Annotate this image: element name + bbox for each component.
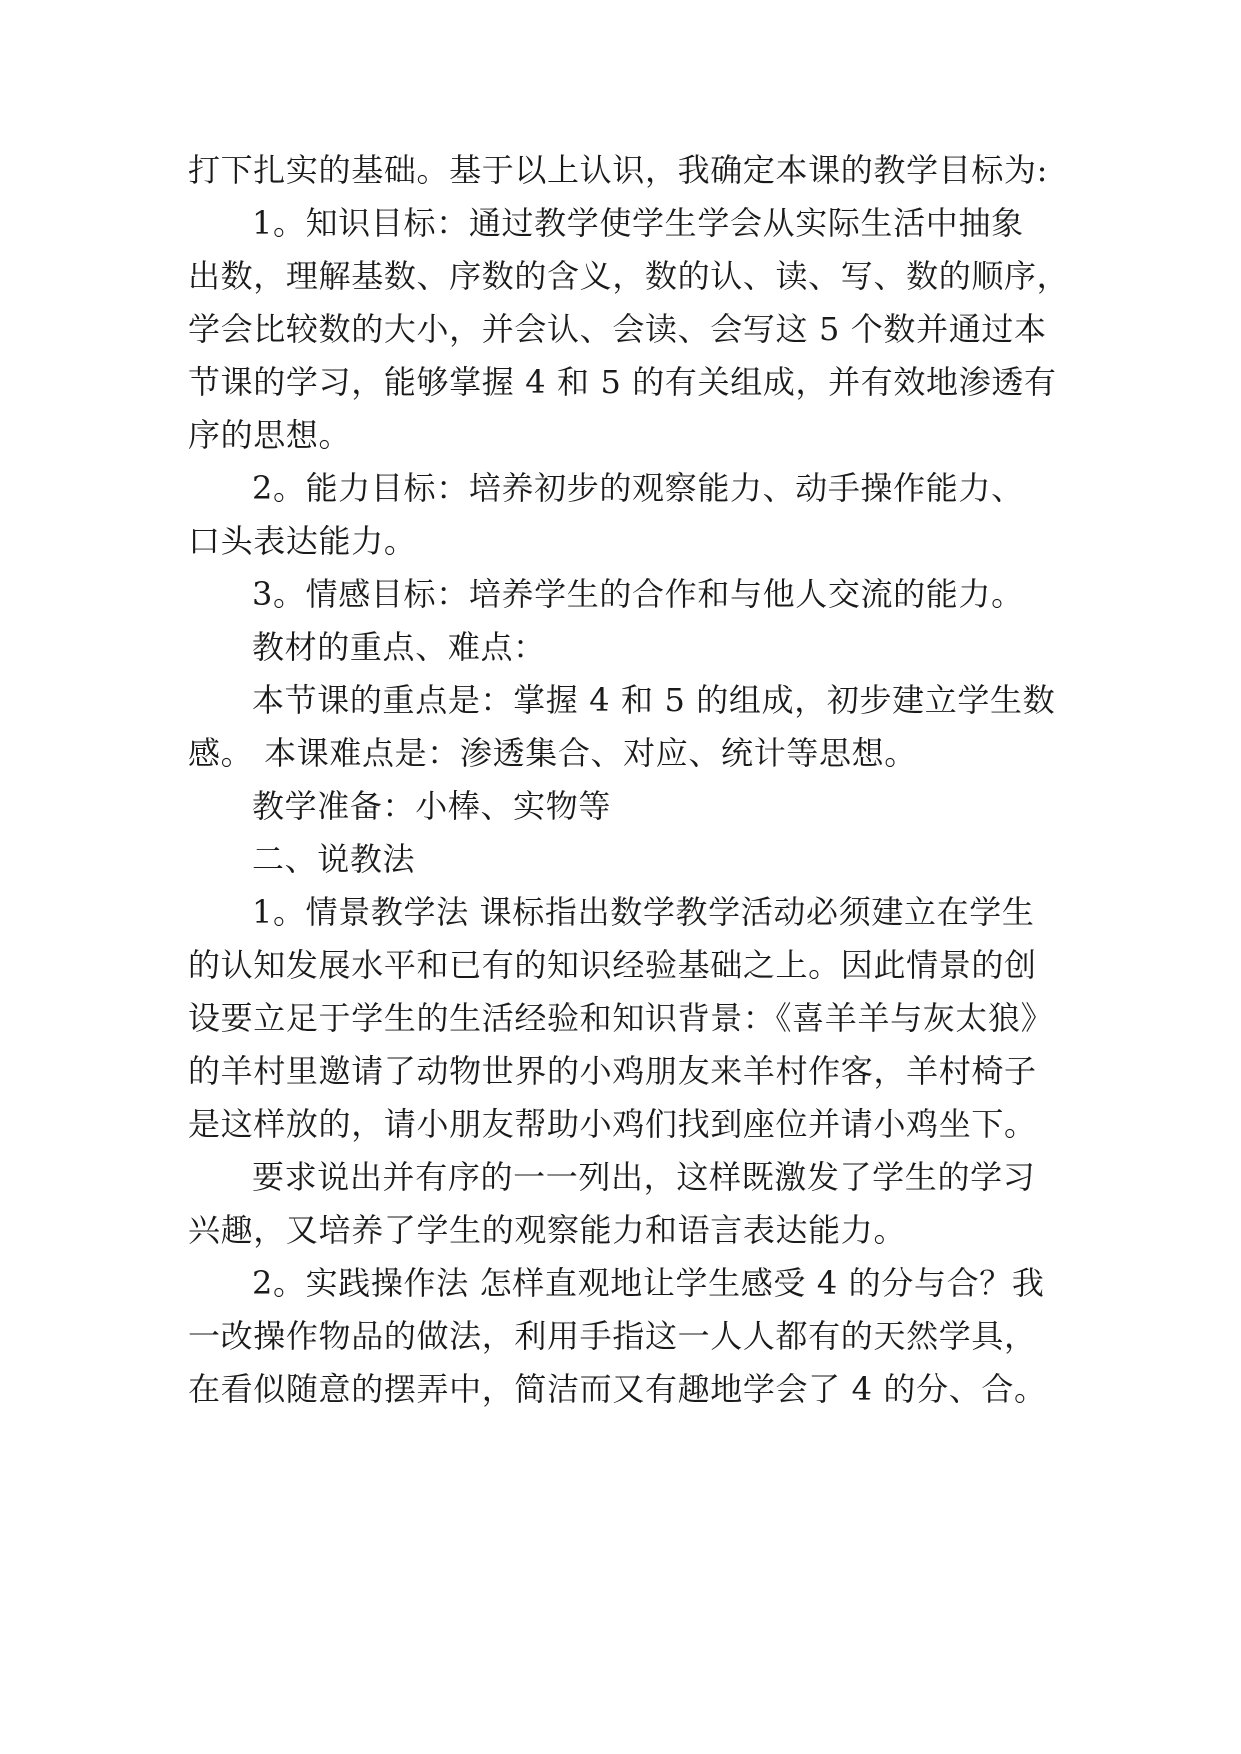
text-line: 出数，理解基数、序数的含义，数的认、读、写、数的顺序， [188, 257, 1070, 295]
text-line: 教材的重点、难点： [252, 628, 546, 666]
text-line: 要求说出并有序的一一列出，这样既激发了学生的学习 [252, 1158, 1036, 1196]
text-line: 口头表达能力。 [188, 522, 417, 560]
text-line: 兴趣，又培养了学生的观察能力和语言表达能力。 [188, 1211, 907, 1249]
text-line: 打下扎实的基础。基于以上认识，我确定本课的教学目标为: [188, 151, 1049, 189]
text-line: 在看似随意的摆弄中，简洁而又有趣地学会了 4 的分、合。 [188, 1370, 1047, 1408]
text-line: 学会比较数的大小，并会认、会读、会写这 5 个数并通过本 [188, 310, 1047, 348]
text-line: 2。能力目标：培养初步的观察能力、动手操作能力、 [252, 469, 1024, 507]
text-line: 一改操作物品的做法，利用手指这一人人都有的天然学具， [188, 1317, 1037, 1355]
text-line: 设要立足于学生的生活经验和知识背景：《喜羊羊与灰太狼》 [188, 999, 1054, 1037]
text-line: 1。情景教学法 课标指出数学教学活动必须建立在学生 [252, 893, 1035, 931]
text-line: 本节课的重点是：掌握 4 和 5 的组成，初步建立学生数 [252, 681, 1056, 719]
text-line: 节课的学习，能够掌握 4 和 5 的有关组成，并有效地渗透有 [188, 363, 1057, 401]
text-line: 的认知发展水平和已有的知识经验基础之上。因此情景的创 [188, 946, 1037, 984]
text-line: 教学准备：小棒、实物等 [252, 787, 612, 825]
text-line: 1。知识目标：通过教学使学生学会从实际生活中抽象 [252, 204, 1024, 242]
text-line: 感。 本课难点是：渗透集合、对应、统计等思想。 [188, 734, 917, 772]
text-line: 序的思想。 [188, 416, 352, 454]
text-line: 3。情感目标：培养学生的合作和与他人交流的能力。 [252, 575, 1024, 613]
text-line: 是这样放的，请小朋友帮助小鸡们找到座位并请小鸡坐下。 [188, 1105, 1037, 1143]
section-heading: 二、说教法 [252, 840, 416, 878]
text-line: 的羊村里邀请了动物世界的小鸡朋友来羊村作客，羊村椅子 [188, 1052, 1037, 1090]
text-line: 2。实践操作法 怎样直观地让学生感受 4 的分与合？我 [252, 1264, 1045, 1302]
